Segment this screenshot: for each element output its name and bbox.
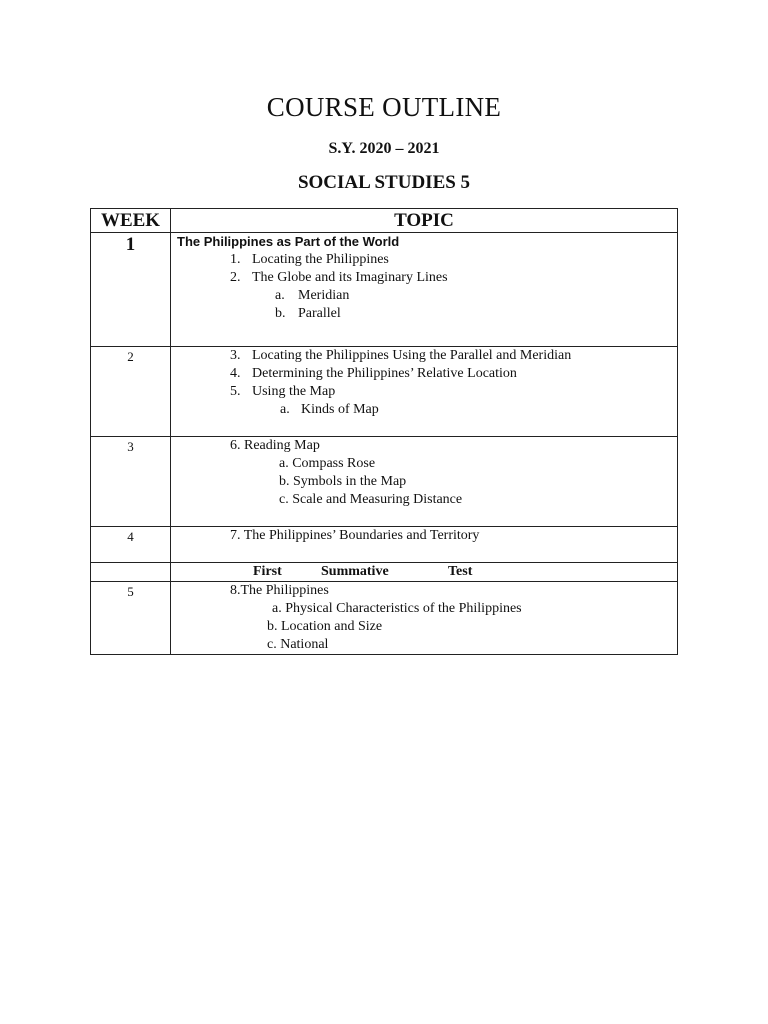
list-item: a. Meridian xyxy=(275,288,350,303)
list-item: 6. Reading Map xyxy=(230,438,320,453)
week-cell: 4 xyxy=(91,527,171,563)
list-item: 4. Determining the Philippines’ Relative Location xyxy=(230,366,517,381)
table-row xyxy=(91,437,678,527)
list-item: 5. Using the Map xyxy=(230,384,336,399)
course-outline-table xyxy=(90,208,678,655)
list-item: 3. Locating the Philippines Using the Parallel and Meridian xyxy=(230,348,572,363)
list-item: b. Parallel xyxy=(275,306,341,321)
week-cell: 2 xyxy=(91,347,171,437)
summative-cell xyxy=(171,563,678,582)
summative-test-label: First Summative Test xyxy=(253,564,473,579)
week-cell: 3 xyxy=(91,437,171,527)
week-cell: 5 xyxy=(91,582,171,655)
table-header-row xyxy=(91,209,678,233)
week-header: WEEK xyxy=(91,209,171,233)
week-cell xyxy=(91,563,171,582)
week-heading: The Philippines as Part of the World xyxy=(177,234,400,249)
topic-cell xyxy=(171,527,678,563)
list-item: c. National xyxy=(267,637,329,652)
table-row xyxy=(91,527,678,563)
table-row xyxy=(91,233,678,347)
list-item: c. Scale and Measuring Distance xyxy=(279,492,463,507)
table-row xyxy=(91,563,678,582)
document-title: COURSE OUTLINE xyxy=(266,92,502,122)
list-item: b. Location and Size xyxy=(267,619,383,634)
topic-cell xyxy=(171,582,678,655)
topic-cell xyxy=(171,347,678,437)
topic-cell xyxy=(171,437,678,527)
list-item: 1. Locating the Philippines xyxy=(230,252,389,267)
list-item: a. Physical Characteristics of the Philippines xyxy=(272,601,522,616)
list-item: b. Symbols in the Map xyxy=(279,474,407,489)
table-row xyxy=(91,347,678,437)
table-row xyxy=(91,582,678,655)
list-item: 8.The Philippines xyxy=(230,583,329,598)
list-item: a. Compass Rose xyxy=(279,456,376,471)
week-cell: 1 xyxy=(91,233,171,347)
list-item: 2. The Globe and its Imaginary Lines xyxy=(230,270,448,285)
list-item: a. Kinds of Map xyxy=(280,402,379,417)
topic-header: TOPIC xyxy=(171,209,678,233)
list-item: 7. The Philippines’ Boundaries and Territory xyxy=(230,528,480,543)
school-year: S.Y. 2020 – 2021 xyxy=(328,140,440,157)
subject-title: SOCIAL STUDIES 5 xyxy=(297,172,471,193)
topic-cell xyxy=(171,233,678,347)
